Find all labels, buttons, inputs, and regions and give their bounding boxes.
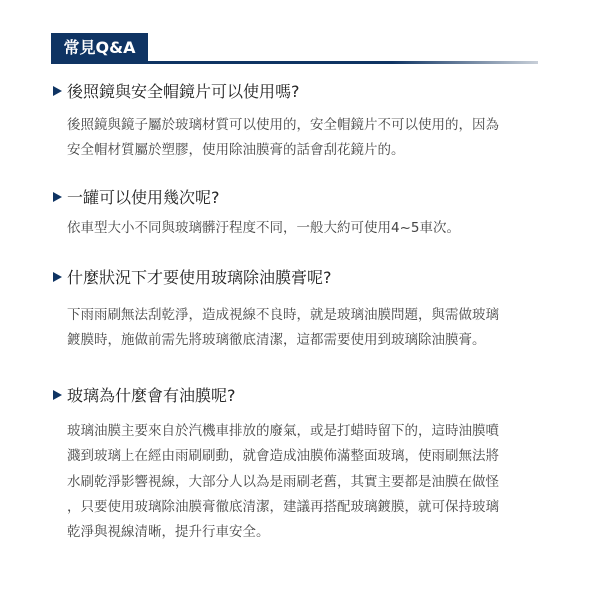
- triangle-bullet-icon: [53, 86, 62, 96]
- answer-line: 玻璃油膜主要來自於汽機車排放的廢氣，或是打蜡時留下的，這時油膜噴: [67, 423, 499, 439]
- answer-line: 乾淨與視線清晰，提升行車安全。: [67, 524, 270, 541]
- answer-line: 濺到玻璃上在經由雨刷刷動，就會造成油膜佈滿整面玻璃，使雨刷無法將: [67, 448, 499, 465]
- faq-answer: [67, 216, 547, 241]
- faq-answer: [67, 419, 547, 545]
- triangle-bullet-icon: [53, 192, 62, 202]
- answer-line: ，只要使用玻璃除油膜膏徹底清潔，建議再搭配玻璃鍍膜，就可保持玻璃: [67, 498, 499, 515]
- faq-question: [53, 386, 236, 406]
- question-text: 什麼狀況下才要使用玻璃除油膜膏呢?: [67, 268, 332, 287]
- question-text: 玻璃為什麼會有油膜呢?: [67, 386, 236, 405]
- section-title: 常見Q&A: [51, 33, 148, 62]
- answer-line: 安全帽材質屬於塑膠，使用除油膜膏的話會刮花鏡片的。: [67, 142, 405, 159]
- faq-question: [53, 188, 220, 208]
- triangle-bullet-icon: [53, 390, 62, 400]
- answer-line: 後照鏡與鏡子屬於玻璃材質可以使用的，安全帽鏡片不可以使用的，因為: [67, 117, 499, 133]
- faq-question: [53, 82, 300, 102]
- answer-line: 依車型大小不同與玻璃髒汙程度不同，一般大約可使用4~5車次。: [67, 220, 460, 236]
- faq-question: [53, 268, 332, 288]
- faq-answer: [67, 113, 547, 164]
- title-underline: [51, 61, 538, 64]
- question-text: 後照鏡與安全帽鏡片可以使用嗎?: [67, 82, 300, 101]
- answer-line: 水刷乾淨影響視線，大部分人以為是雨刷老舊，其實主要都是油膜在做怪: [67, 473, 499, 490]
- answer-line: 下雨雨刷無法刮乾淨，造成視線不良時，就是玻璃油膜問題，與需做玻璃: [67, 307, 499, 323]
- answer-line: 鍍膜時，施做前需先將玻璃徹底清潔，這都需要使用到玻璃除油膜膏。: [67, 332, 486, 349]
- triangle-bullet-icon: [53, 272, 62, 282]
- faq-answer: [67, 303, 547, 354]
- question-text: 一罐可以使用幾次呢?: [67, 188, 220, 207]
